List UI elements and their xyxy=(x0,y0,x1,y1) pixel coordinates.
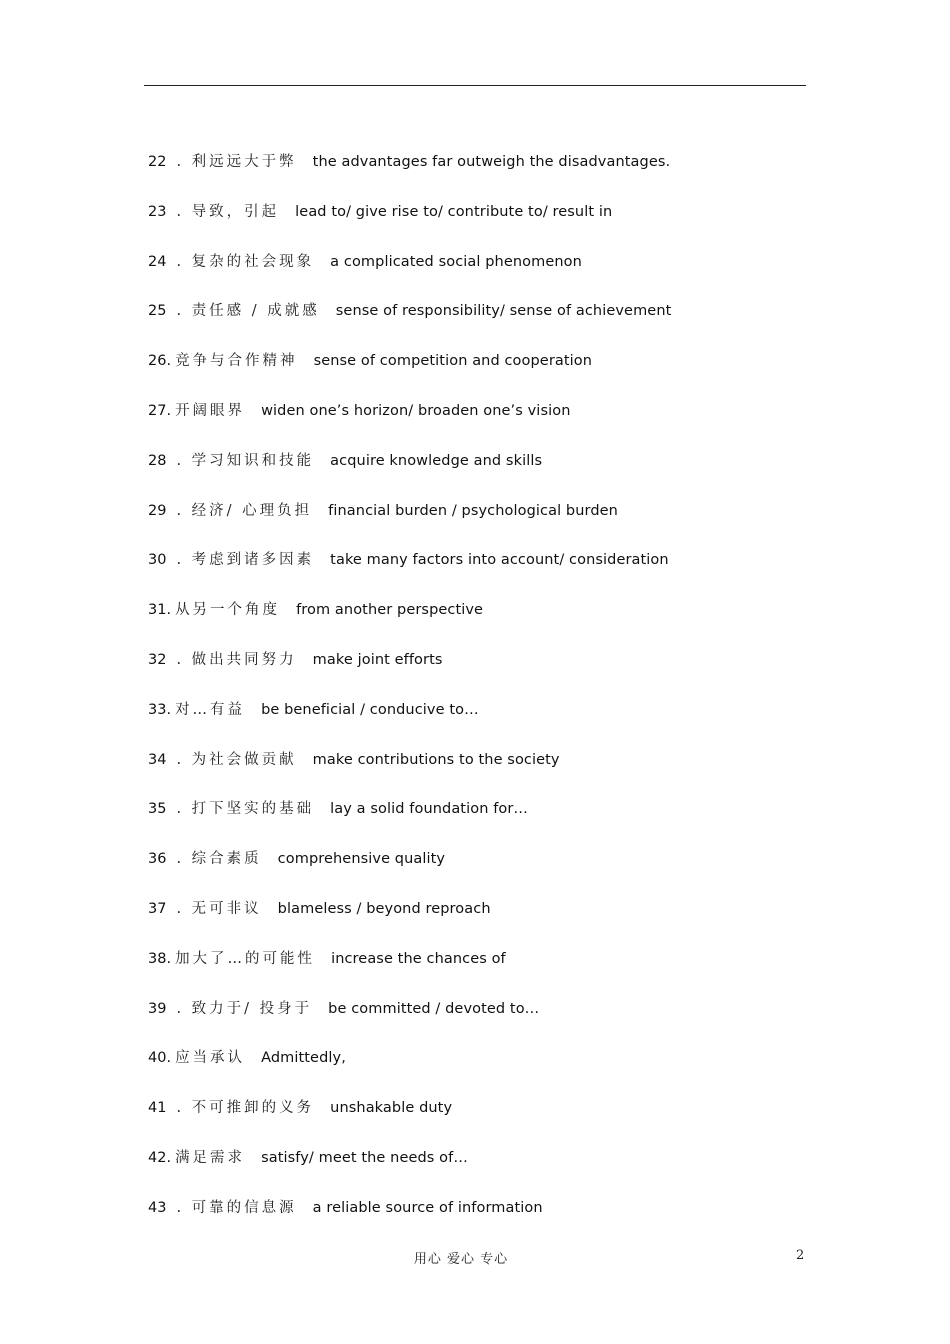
phrase-entry xyxy=(148,998,671,1048)
entry-number: 26. xyxy=(148,353,172,370)
english-phrase: comprehensive quality xyxy=(277,851,446,868)
english-phrase: from another perspective xyxy=(296,602,484,619)
chinese-phrase: 应当承认 xyxy=(175,1050,246,1067)
phrase-entry xyxy=(148,948,671,998)
phrase-entry xyxy=(148,898,671,948)
phrase-list xyxy=(148,151,671,1247)
entry-number: 35 xyxy=(148,801,167,818)
phrase-entry xyxy=(148,1047,671,1097)
phrase-entry xyxy=(148,599,671,649)
phrase-entry xyxy=(148,500,671,550)
chinese-phrase: . 不可推卸的义务 xyxy=(176,1100,315,1117)
footer-motto: 用心 爱心 专心 xyxy=(413,1252,509,1267)
chinese-phrase: . 复杂的社会现象 xyxy=(176,253,315,270)
entry-number: 40. xyxy=(148,1050,172,1067)
english-phrase: blameless / beyond reproach xyxy=(277,900,491,917)
phrase-entry xyxy=(148,400,671,450)
english-phrase: Admittedly, xyxy=(261,1050,346,1067)
phrase-entry xyxy=(148,300,671,350)
entry-number: 33. xyxy=(148,701,172,718)
chinese-phrase: 满足需求 xyxy=(175,1149,246,1166)
entry-number: 29 xyxy=(148,502,167,519)
english-phrase: unshakable duty xyxy=(330,1100,453,1117)
phrase-entry xyxy=(148,350,671,400)
english-phrase: the advantages far outweigh the disadvantages. xyxy=(312,154,671,170)
english-phrase: lead to/ give rise to/ contribute to/ result in xyxy=(295,203,613,220)
chinese-phrase: . 责任感 / 成就感 xyxy=(176,303,320,320)
english-phrase: be committed / devoted to… xyxy=(328,1000,540,1017)
english-phrase: widen one’s horizon/ broaden one’s vision xyxy=(261,402,571,419)
entry-number: 30 xyxy=(148,552,167,569)
entry-number: 34 xyxy=(148,751,167,768)
english-phrase: satisfy/ meet the needs of… xyxy=(261,1149,468,1166)
phrase-entry xyxy=(148,649,671,699)
entry-number: 25 xyxy=(148,303,167,320)
header-rule xyxy=(144,85,806,86)
english-phrase: financial burden / psychological burden xyxy=(328,502,618,519)
entry-number: 41 xyxy=(148,1100,167,1117)
english-phrase: be beneficial / conducive to… xyxy=(261,701,479,718)
chinese-phrase: . 打下坚实的基础 xyxy=(176,801,315,818)
phrase-entry xyxy=(148,1147,671,1197)
chinese-phrase: 竞争与合作精神 xyxy=(175,353,298,370)
entry-number: 32 xyxy=(148,651,167,668)
chinese-phrase: 从另一个角度 xyxy=(175,602,281,619)
phrase-entry xyxy=(148,549,671,599)
english-phrase: a complicated social phenomenon xyxy=(330,253,582,270)
chinese-phrase: . 经济/ 心理负担 xyxy=(176,502,313,519)
entry-number: 22 xyxy=(148,154,167,170)
chinese-phrase: . 综合素质 xyxy=(176,851,262,868)
english-phrase: make joint efforts xyxy=(312,651,443,668)
phrase-entry xyxy=(148,749,671,799)
entry-number: 27. xyxy=(148,402,172,419)
english-phrase: a reliable source of information xyxy=(312,1199,543,1216)
entry-number: 38. xyxy=(148,950,172,967)
chinese-phrase: 开阔眼界 xyxy=(175,402,246,419)
phrase-entry xyxy=(148,699,671,749)
chinese-phrase: 加大了…的可能性 xyxy=(175,950,316,967)
phrase-entry xyxy=(148,251,671,301)
entry-number: 36 xyxy=(148,851,167,868)
entry-number: 37 xyxy=(148,900,167,917)
phrase-entry xyxy=(148,151,671,201)
entry-number: 24 xyxy=(148,253,167,270)
phrase-entry xyxy=(148,201,671,251)
phrase-entry xyxy=(148,848,671,898)
entry-number: 28 xyxy=(148,452,167,469)
chinese-phrase: . 无可非议 xyxy=(176,900,262,917)
chinese-phrase: . 致力于/ 投身于 xyxy=(176,1000,313,1017)
english-phrase: sense of competition and cooperation xyxy=(313,353,593,370)
phrase-entry xyxy=(148,450,671,500)
phrase-entry xyxy=(148,798,671,848)
english-phrase: increase the chances of xyxy=(331,950,506,967)
english-phrase: acquire knowledge and skills xyxy=(330,452,543,469)
entry-number: 42. xyxy=(148,1149,172,1166)
page-number: 2 xyxy=(796,1248,805,1263)
entry-number: 43 xyxy=(148,1199,167,1216)
chinese-phrase: . 可靠的信息源 xyxy=(176,1199,297,1216)
chinese-phrase: 对…有益 xyxy=(175,701,246,718)
phrase-entry xyxy=(148,1197,671,1247)
english-phrase: make contributions to the society xyxy=(312,751,560,768)
chinese-phrase: . 利远远大于弊 xyxy=(176,154,297,170)
chinese-phrase: . 学习知识和技能 xyxy=(176,452,315,469)
chinese-phrase: . 做出共同努力 xyxy=(176,651,297,668)
chinese-phrase: . 考虑到诸多因素 xyxy=(176,552,315,569)
phrase-entry xyxy=(148,1097,671,1147)
entry-number: 23 xyxy=(148,203,167,220)
entry-number: 39 xyxy=(148,1000,167,1017)
chinese-phrase: . 导致，引起 xyxy=(176,203,280,220)
entry-number: 31. xyxy=(148,602,172,619)
english-phrase: lay a solid foundation for… xyxy=(330,801,529,818)
chinese-phrase: . 为社会做贡献 xyxy=(176,751,297,768)
english-phrase: sense of responsibility/ sense of achievement xyxy=(335,303,672,320)
english-phrase: take many factors into account/ consideration xyxy=(330,552,669,569)
